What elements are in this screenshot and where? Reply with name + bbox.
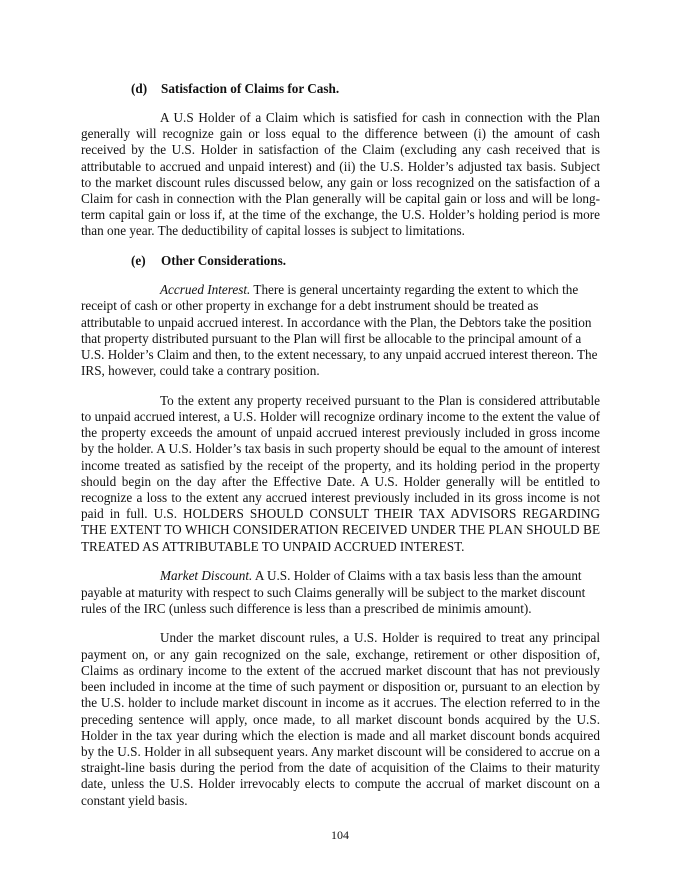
section-number: (e) bbox=[131, 253, 146, 269]
paragraph-market-discount-rules bbox=[81, 630, 600, 808]
paragraph-text: To the extent any property received pursuant to the Plan is considered attributable to unpaid accrued interest, a U.S. Holder will recognize ordinary income to the extent the value of the property exceeds the amount of unpaid accrued interest previously included in gross income by the holder. A U.S. Holder’s tax basis in such property should be equal to the amount of interest income treated as satisfied by the receipt of the property, and its holding period in the property should begin on the day after the Effective Date. A U.S. Holder generally will be entitled to recognize a loss to the extent any accrued interest previously included in its gross income is not paid in full. U.S. HOLDERS SHOULD CONSULT THEIR TAX ADVISORS REGARDING THE EXTENT TO WHICH CONSIDERATION RECEIVED UNDER THE PLAN SHOULD BE TREATED AS ATTRIBUTABLE TO UNPAID ACCRUED INTEREST. bbox=[81, 392, 600, 554]
paragraph-accrued-interest bbox=[81, 282, 600, 379]
section-title: Other Considerations. bbox=[161, 253, 287, 269]
paragraph-text: Under the market discount rules, a U.S. Holder is required to treat any principal payment on, or any gain recognized on the sale, exchange, retirement or other disposition of, Claims as ordinary income to the extent of the accrued market discount that has not previously been included in income at the time of such payment or disposition or, pursuant to an election by the U.S. holder to include market discount in income as it accrues. The election referred to in the preceding sentence will apply, once made, to all market discount bonds acquired by the U.S. Holder in the tax year during which the election is made and all market discount bonds acquired by the U.S. Holder in all subsequent years. Any market discount will be considered to accrue on a straight-line basis during the period from the date of acquisition of the Claims to their maturity date, unless the U.S. Holder irrevocably elects to compute the accrual of market discount on a constant yield basis. bbox=[81, 630, 600, 808]
paragraph-market-discount bbox=[81, 568, 600, 617]
paragraph-cash-satisfaction bbox=[81, 110, 600, 240]
paragraph-lead: Market Discount. bbox=[160, 568, 253, 584]
paragraph-text: There is general uncertainty regarding the extent to which the receipt of cash or other property in exchange for a debt instrument should be treated as attributable to unpaid accrued interest. In accordance with the Plan, the Debtors take the position that property distributed pursuant to the Plan will first be allocable to the principal amount of a U.S. Holder’s Claim and then, to the extent necessary, to any unpaid accrued interest thereon. The IRS, however, could take a contrary position. bbox=[81, 282, 598, 379]
page-number: 104 bbox=[331, 828, 349, 842]
paragraph-text: A U.S Holder of a Claim which is satisfied for cash in connection with the Plan generally will recognize gain or loss equal to the difference between (i) the amount of cash received by the U.S. Holder in satisfaction of the Claim (excluding any cash received that is attributable to accrued and unpaid interest) and (ii) the U.S. Holder’s adjusted tax basis. Subject to the market discount rules discussed below, any gain or loss recognized on the satisfaction of a Claim for cash in connection with the Plan generally will be capital gain or loss and will be long-term capital gain or loss if, at the time of the exchange, the U.S. Holder’s holding period is more than one year. The deductibility of capital losses is subject to limitations. bbox=[81, 110, 600, 239]
paragraph-ordinary-income bbox=[81, 393, 600, 555]
section-number: (d) bbox=[131, 81, 148, 96]
section-heading-e bbox=[131, 253, 600, 269]
paragraph-text: A U.S. Holder of Claims with a tax basis less than the amount payable at maturity with respect to such Claims generally will be subject to the market discount rules of the IRC (unless such difference is less than a prescribed de minimis amount). bbox=[81, 568, 586, 616]
paragraph-lead: Accrued Interest. bbox=[160, 282, 251, 298]
section-title: Satisfaction of Claims for Cash. bbox=[161, 81, 340, 96]
section-heading-d bbox=[131, 81, 600, 97]
